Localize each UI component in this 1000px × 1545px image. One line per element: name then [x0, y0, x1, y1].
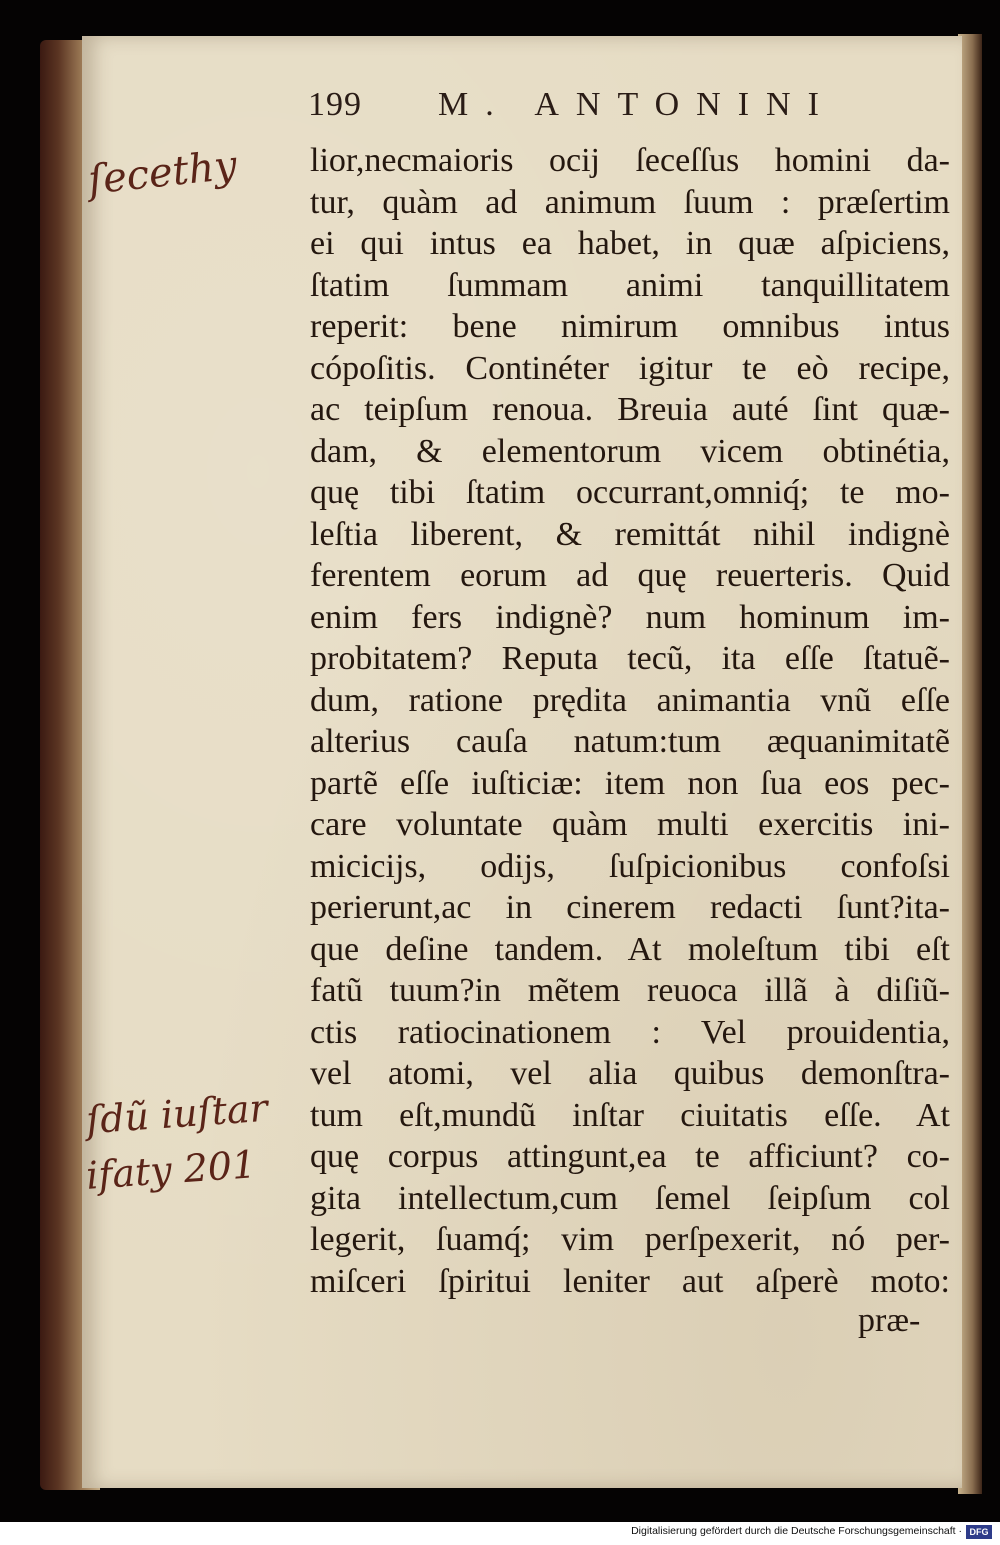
body-text: [310, 140, 950, 1302]
page-header: [308, 86, 948, 130]
text-line: micicijs, odijs, ſuſpicionibus confoſsi: [310, 847, 950, 885]
text-line: vel atomi, vel alia quibus demonſtra-: [310, 1055, 950, 1092]
text-line: lior,necmaioris ocij ſeceſſus homini da-: [310, 142, 950, 179]
margin-note-top: ſecethy: [86, 142, 239, 204]
text-line: quę tibi ſtatim occurrant,omniq́; te mo-: [310, 474, 950, 511]
text-line: gita intellectum,cum ſemel ſeipſum col: [310, 1179, 950, 1217]
text-line: enim fers indignè? num hominum im-: [310, 598, 950, 636]
text-line: quę corpus attingunt,ea te afficiunt? co-: [310, 1138, 950, 1175]
text-line: care voluntate quàm multi exercitis ini-: [310, 806, 950, 843]
text-line: dam, & elementorum vicem obtinétia,: [310, 432, 950, 470]
text-line: ſtatim ſummam animi tanquillitatem: [310, 266, 950, 304]
footer-bar: [0, 1522, 1000, 1545]
catchword: præ-: [858, 1302, 921, 1339]
margin-note-lower-1: ſdũ iuſtar: [84, 1085, 270, 1143]
text-line: ei qui intus ea habet, in quæ aſpiciens,: [310, 225, 950, 262]
text-line: ctis ratiocinationem : Vel prouidentia,: [310, 1013, 950, 1051]
text-line: leſtia liberent, & remittát nihil indignè: [310, 515, 950, 553]
text-line: que deſine tandem. At moleſtum tibi eſt: [310, 930, 950, 968]
text-line: ferentem eorum ad quę reuerteris. Quid: [310, 557, 950, 594]
page-number: 199: [308, 86, 362, 123]
text-line: fatũ tuum?in mẽtem reuoca illã à diſiũ-: [310, 972, 950, 1009]
text-line: legerit, ſuamq́; vim perſpexerit, nó per-: [310, 1221, 950, 1258]
footer-credit: Digitalisierung gefördert durch die Deutsche Forschungsgemeinschaft ·: [631, 1525, 962, 1537]
text-line: perierunt,ac in cinerem redacti ſunt?ita-: [310, 889, 950, 926]
text-line: reperit: bene nimirum omnibus intus: [310, 308, 950, 345]
text-line: partẽ eſſe iuſticiæ: item non ſua eos pec-: [310, 764, 950, 802]
text-line: miſceri ſpiritui leniter aut aſperè moto:: [310, 1262, 950, 1300]
dfg-logo: DFG: [966, 1525, 992, 1539]
text-line: tur, quàm ad animum ſuum : præſertim: [310, 183, 950, 221]
margin-note-lower-2: ifaty 201: [84, 1142, 258, 1198]
text-line: dum, ratione prędita animantia vnũ eſſe: [310, 681, 950, 719]
text-line: cópoſitis. Continéter igitur te eò recipe,: [310, 349, 950, 387]
text-line: ac teipſum renoua. Breuia auté ſint quæ-: [310, 391, 950, 428]
running-title: M. ANTONINI: [438, 86, 836, 123]
text-line: probitatem? Reputa tecũ, ita eſſe ſtatuẽ-: [310, 640, 950, 677]
text-line: tum eſt,mundũ inſtar ciuitatis eſſe. At: [310, 1096, 950, 1134]
text-line: alterius cauſa natum:tum æquanimitatẽ: [310, 723, 950, 760]
